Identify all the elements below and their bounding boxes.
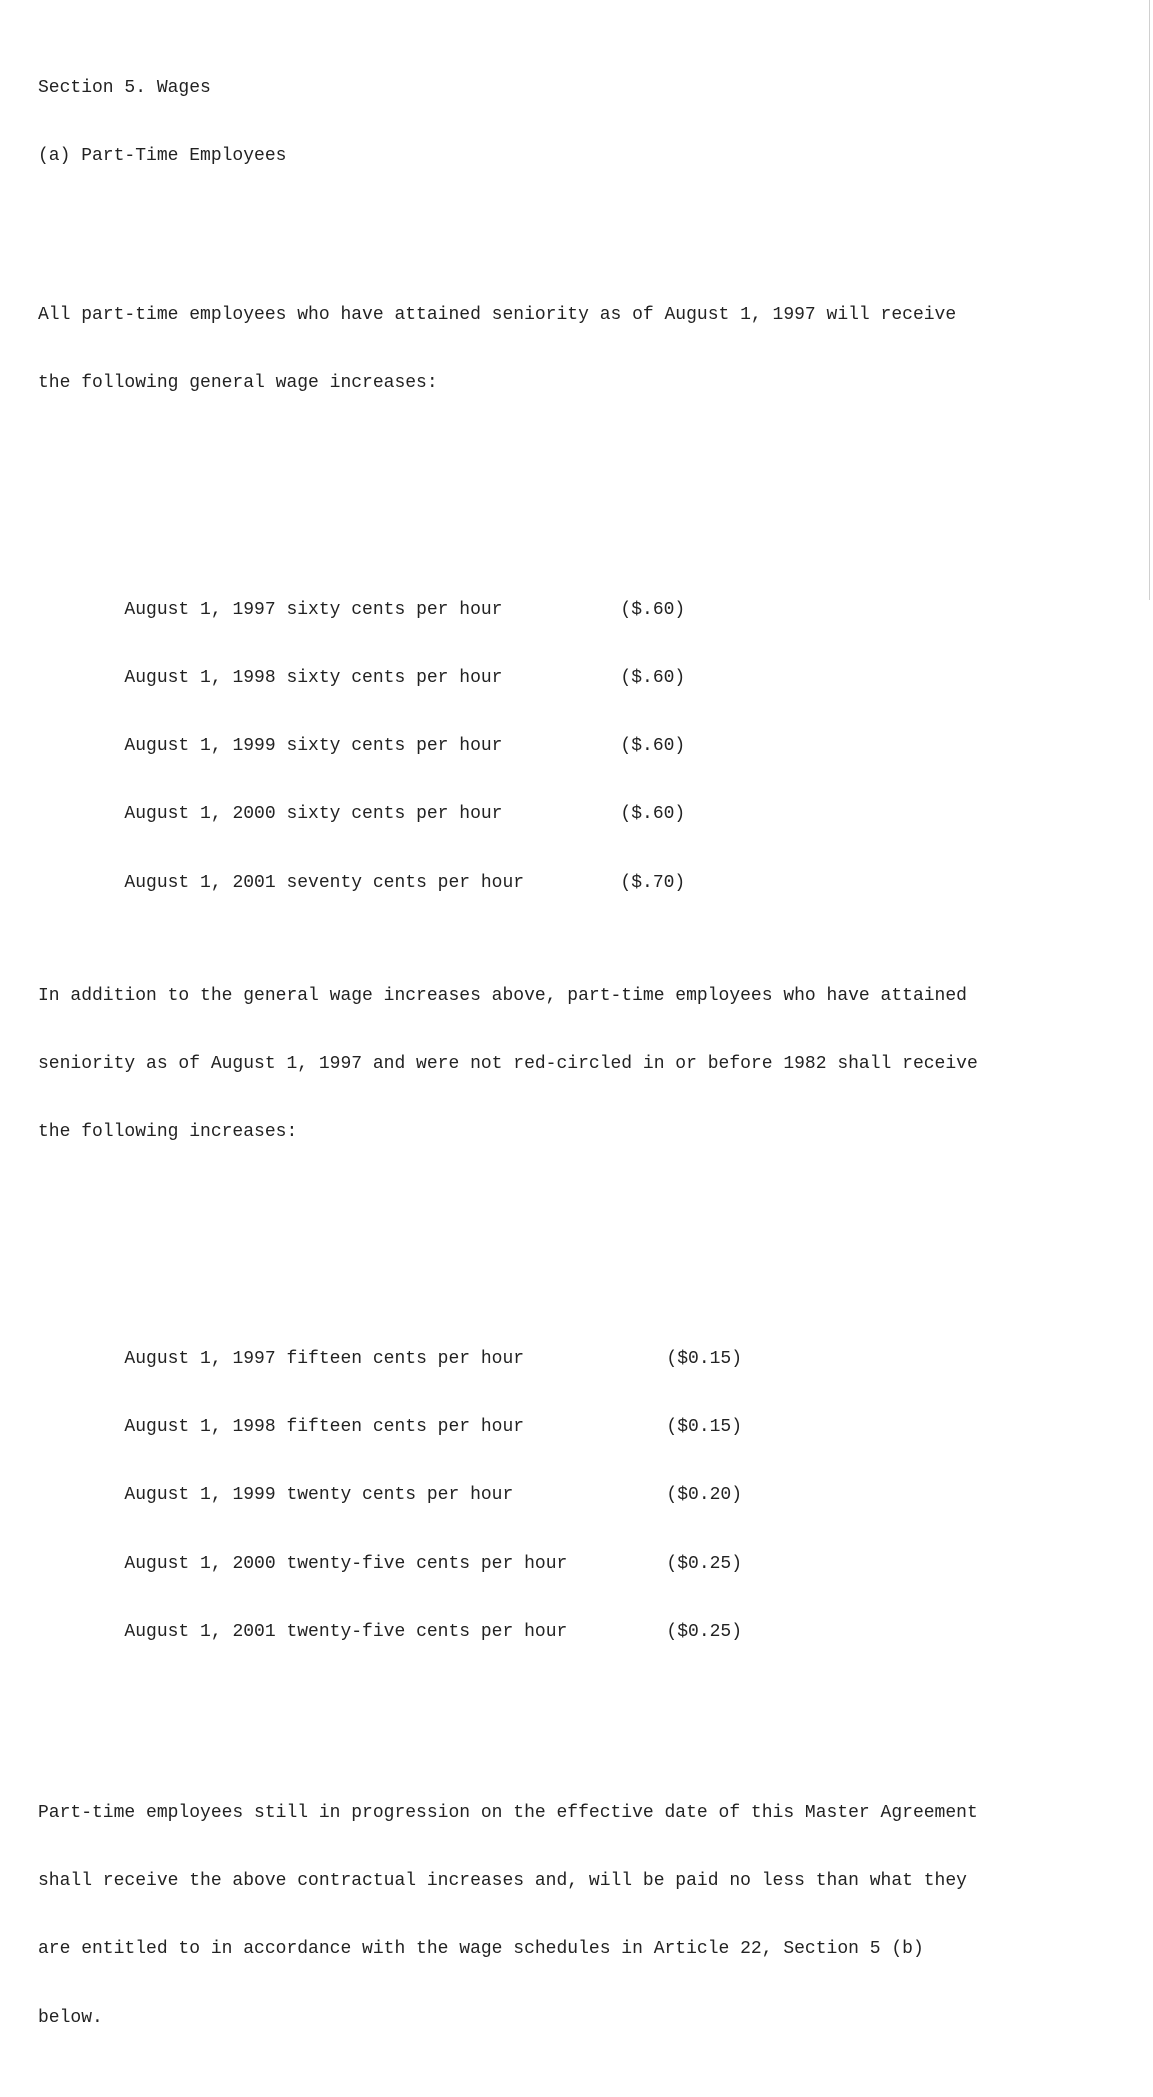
intro-line: the following general wage increases: bbox=[38, 373, 438, 394]
increase-description: August 1, 2000 twenty-five cents per hour bbox=[124, 1553, 568, 1574]
increase-amount: ($.60) bbox=[620, 804, 686, 825]
document-body bbox=[38, 9, 978, 2097]
increase-amount: ($0.15) bbox=[666, 1417, 743, 1438]
blank-line bbox=[38, 1711, 978, 1734]
increase-description: August 1, 1998 sixty cents per hour bbox=[124, 668, 503, 689]
increase-description: August 1, 1997 fifteen cents per hour bbox=[124, 1349, 525, 1370]
increase-description: August 1, 2000 sixty cents per hour bbox=[124, 804, 503, 825]
increase-amount: ($.60) bbox=[620, 736, 686, 757]
closing-line: Part-time employees still in progression on the effective date of this Master Agreement bbox=[38, 1803, 978, 1824]
general-increase-row bbox=[38, 645, 978, 689]
increase-amount: ($.60) bbox=[620, 600, 686, 621]
section-subtitle: (a) Part-Time Employees bbox=[38, 146, 287, 167]
increase-description: August 1, 1998 fifteen cents per hour bbox=[124, 1417, 525, 1438]
blank-line bbox=[38, 440, 978, 463]
general-increase-row bbox=[38, 576, 978, 621]
increase-description: August 1, 1999 sixty cents per hour bbox=[124, 736, 503, 757]
closing-line: below. bbox=[38, 2007, 103, 2028]
blank-line bbox=[38, 1189, 978, 1212]
addition-line: seniority as of August 1, 1997 and were not red-circled in or before 1982 shall receive bbox=[38, 1054, 978, 1075]
additional-increase-row bbox=[38, 1598, 978, 1642]
increase-amount: ($0.20) bbox=[666, 1485, 743, 1506]
increase-amount: ($.70) bbox=[620, 872, 686, 893]
section-title: Section 5. Wages bbox=[38, 78, 211, 99]
intro-line: All part-time employees who have attained seniority as of August 1, 1997 will receive bbox=[38, 305, 957, 326]
general-increase-row bbox=[38, 713, 978, 757]
increase-description: August 1, 1999 twenty cents per hour bbox=[124, 1485, 514, 1506]
addition-line: In addition to the general wage increases above, part-time employees who have attained bbox=[38, 986, 967, 1007]
general-increase-table bbox=[38, 531, 978, 917]
increase-amount: ($0.25) bbox=[666, 1553, 743, 1574]
additional-increase-table bbox=[38, 1280, 978, 1666]
increase-description: August 1, 2001 seventy cents per hour bbox=[124, 872, 525, 893]
additional-increase-row bbox=[38, 1530, 978, 1574]
blank-line bbox=[38, 213, 978, 236]
increase-description: August 1, 2001 twenty-five cents per hour bbox=[124, 1621, 568, 1642]
closing-line: shall receive the above contractual increases and, will be paid no less than what they bbox=[38, 1871, 967, 1892]
general-increase-row bbox=[38, 849, 978, 893]
increase-amount: ($0.15) bbox=[666, 1349, 743, 1370]
closing-line: are entitled to in accordance with the wage schedules in Article 22, Section 5 (b) bbox=[38, 1939, 924, 1960]
additional-increase-row bbox=[38, 1394, 978, 1438]
increase-description: August 1, 1997 sixty cents per hour bbox=[124, 600, 503, 621]
additional-increase-row bbox=[38, 1326, 978, 1370]
addition-line: the following increases: bbox=[38, 1122, 298, 1143]
increase-amount: ($.60) bbox=[620, 668, 686, 689]
increase-amount: ($0.25) bbox=[666, 1621, 743, 1642]
general-increase-row bbox=[38, 781, 978, 825]
additional-increase-row bbox=[38, 1462, 978, 1506]
